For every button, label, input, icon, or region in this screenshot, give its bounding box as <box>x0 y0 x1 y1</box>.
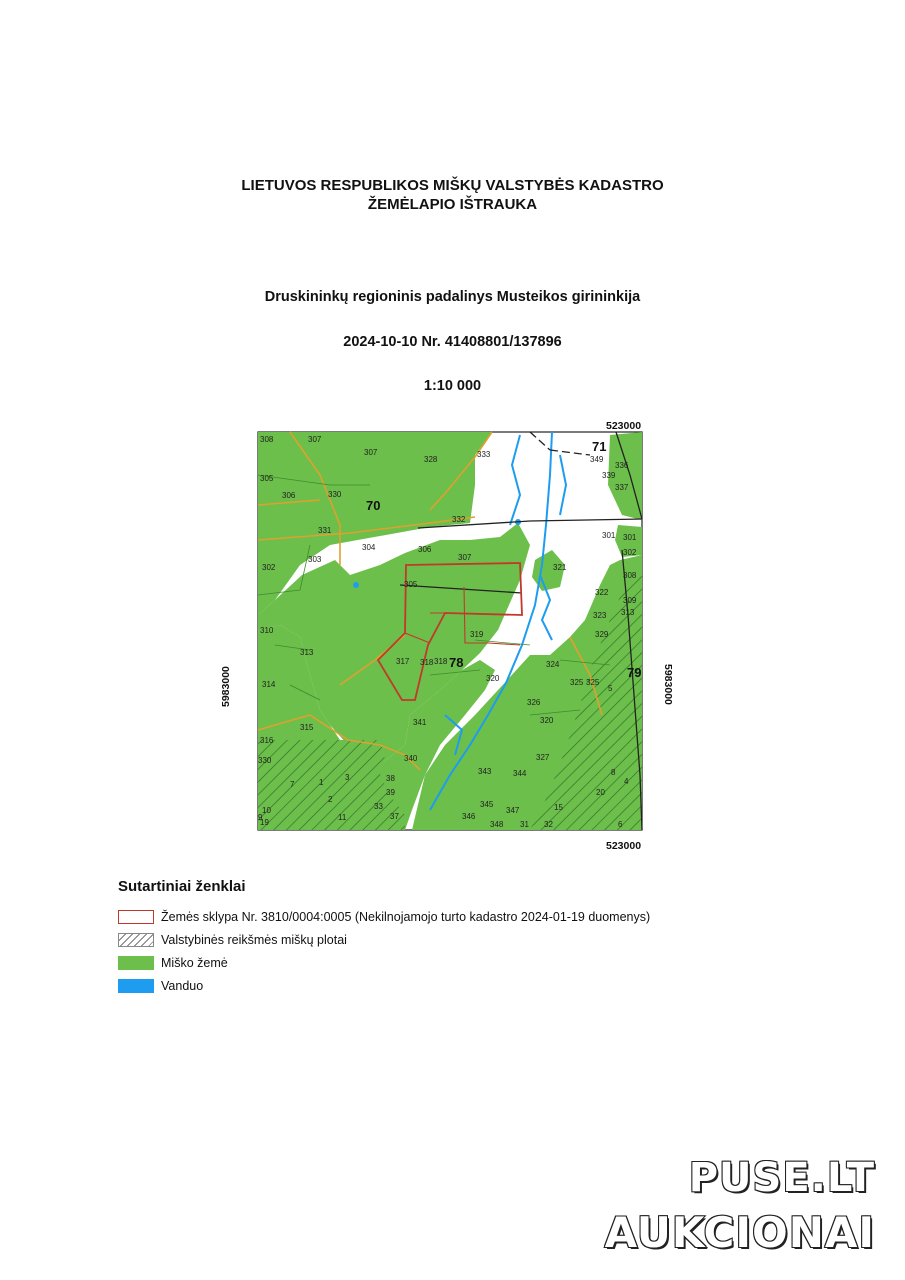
plot-label: 3 <box>345 773 350 782</box>
plot-label: 337 <box>615 483 629 492</box>
plot-label: 305 <box>260 474 274 483</box>
plot-label: 343 <box>478 767 492 776</box>
plot-label: 302 <box>262 563 276 572</box>
plot-label: 325 <box>586 678 600 687</box>
plot-label: 346 <box>462 812 476 821</box>
plot-label: 10 <box>262 806 271 815</box>
plot-label: 340 <box>404 754 418 763</box>
plot-label: 323 <box>593 611 607 620</box>
coord-right: 5983000 <box>662 664 674 705</box>
plot-label: 318 <box>434 657 448 666</box>
plot-label: 11 <box>338 813 347 822</box>
legend-label-state-forest: Valstybinės reikšmės miškų plotai <box>161 932 347 947</box>
plot-label: 305 <box>404 580 418 589</box>
legend-item-parcel <box>118 905 650 928</box>
water-pond <box>353 582 359 588</box>
plot-label: 348 <box>490 820 504 829</box>
plot-label: 38 <box>386 774 395 783</box>
plot-label: 314 <box>262 680 276 689</box>
legend-label-water: Vanduo <box>161 978 204 993</box>
plot-label: 317 <box>396 657 410 666</box>
plot-label: 6 <box>618 820 623 829</box>
plot-label: 309 <box>623 596 637 605</box>
plot-label: 310 <box>260 626 274 635</box>
plot-label: 333 <box>477 450 491 459</box>
plot-label: 341 <box>413 718 427 727</box>
plot-label: 19 <box>260 818 269 827</box>
plot-label: 31 <box>520 820 529 829</box>
document-title <box>0 176 905 214</box>
plot-label: 307 <box>458 553 472 562</box>
plot-label: 2 <box>328 795 333 804</box>
plot-label: 315 <box>300 723 314 732</box>
parcel-swatch <box>118 910 154 924</box>
hatch-swatch <box>118 933 154 947</box>
plot-label: 5 <box>608 684 613 693</box>
plot-label: 306 <box>418 545 432 554</box>
plot-label: 339 <box>602 471 616 480</box>
document-number: 2024-10-10 Nr. 41408801/137896 <box>343 334 562 350</box>
watermark-line-2: AUKCIONAI <box>604 1208 875 1257</box>
plot-label: 321 <box>553 563 567 572</box>
plot-label: 328 <box>424 455 438 464</box>
plot-label: 304 <box>362 543 376 552</box>
plot-label: 7 <box>290 780 295 789</box>
subtitle: Druskininkų regioninis padalinys Musteikos girininkija <box>264 289 641 305</box>
plot-label: 318 <box>420 658 434 667</box>
coord-top: 523000 <box>606 420 642 432</box>
plot-label: 37 <box>390 812 399 821</box>
coord-left: 5983000 <box>220 666 232 707</box>
plot-label: 1 <box>319 778 324 787</box>
plot-label: 15 <box>554 803 563 812</box>
cadastral-map <box>230 415 670 855</box>
plot-label: 324 <box>546 660 560 669</box>
legend-title: Sutartiniai ženklai <box>118 878 246 895</box>
plot-label: 306 <box>282 491 296 500</box>
block-label-70: 70 <box>366 498 381 513</box>
title-line-2: ŽEMĖLAPIO IŠTRAUKA <box>367 196 538 213</box>
plot-label: 308 <box>260 435 274 444</box>
plot-label: 349 <box>590 455 604 464</box>
plot-label: 316 <box>260 736 274 745</box>
legend-item-state-forest <box>118 928 650 951</box>
coord-bottom: 523000 <box>606 840 642 852</box>
plot-label: 303 <box>308 555 322 564</box>
legend-label-parcel: Žemės sklypa Nr. 3810/0004:0005 (Nekilnojamojo turto kadastro 2024-01-19 duomenys) <box>161 909 651 924</box>
plot-label: 322 <box>595 588 609 597</box>
water-swatch <box>118 979 154 993</box>
plot-label: 302 <box>623 548 637 557</box>
title-line-1: LIETUVOS RESPUBLIKOS MIŠKŲ VALSTYBĖS KADASTRO <box>241 177 664 194</box>
plot-label: 301 <box>602 531 616 540</box>
legend-item-water <box>118 974 650 997</box>
plot-label: 344 <box>513 769 527 778</box>
plot-label: 313 <box>300 648 314 657</box>
plot-label: 320 <box>540 716 554 725</box>
plot-label: 4 <box>624 777 629 786</box>
legend-item-forest <box>118 951 650 974</box>
map-scale: 1:10 000 <box>423 378 482 394</box>
plot-label: 319 <box>470 630 484 639</box>
watermark-line-1: PUSE.LT <box>688 1155 875 1201</box>
plot-label: 33 <box>374 802 383 811</box>
plot-label: 330 <box>258 756 272 765</box>
block-label-79: 79 <box>627 665 642 680</box>
block-label-78: 78 <box>449 655 464 670</box>
hatch-south-west <box>258 740 405 830</box>
plot-label: 329 <box>595 630 609 639</box>
plot-label: 307 <box>364 448 378 457</box>
plot-label: 307 <box>308 435 322 444</box>
plot-label: 347 <box>506 806 520 815</box>
forest-swatch <box>118 956 154 970</box>
block-label-71: 71 <box>592 439 607 454</box>
plot-label: 32 <box>544 820 553 829</box>
plot-label: 326 <box>527 698 541 707</box>
plot-label: 327 <box>536 753 550 762</box>
plot-label: 345 <box>480 800 494 809</box>
plot-label: 331 <box>318 526 332 535</box>
legend <box>118 905 650 997</box>
legend-label-forest: Miško žemė <box>161 955 228 970</box>
plot-label: 301 <box>623 533 637 542</box>
plot-label: 20 <box>596 788 605 797</box>
plot-label: 330 <box>328 490 342 499</box>
plot-label: 313 <box>621 608 635 617</box>
plot-label: 9 <box>258 813 263 822</box>
plot-label: 336 <box>615 461 629 470</box>
plot-label: 8 <box>611 768 616 777</box>
plot-label: 320 <box>486 674 500 683</box>
plot-label: 39 <box>386 788 395 797</box>
plot-label: 308 <box>623 571 637 580</box>
plot-label: 332 <box>452 515 466 524</box>
plot-label: 325 <box>570 678 584 687</box>
